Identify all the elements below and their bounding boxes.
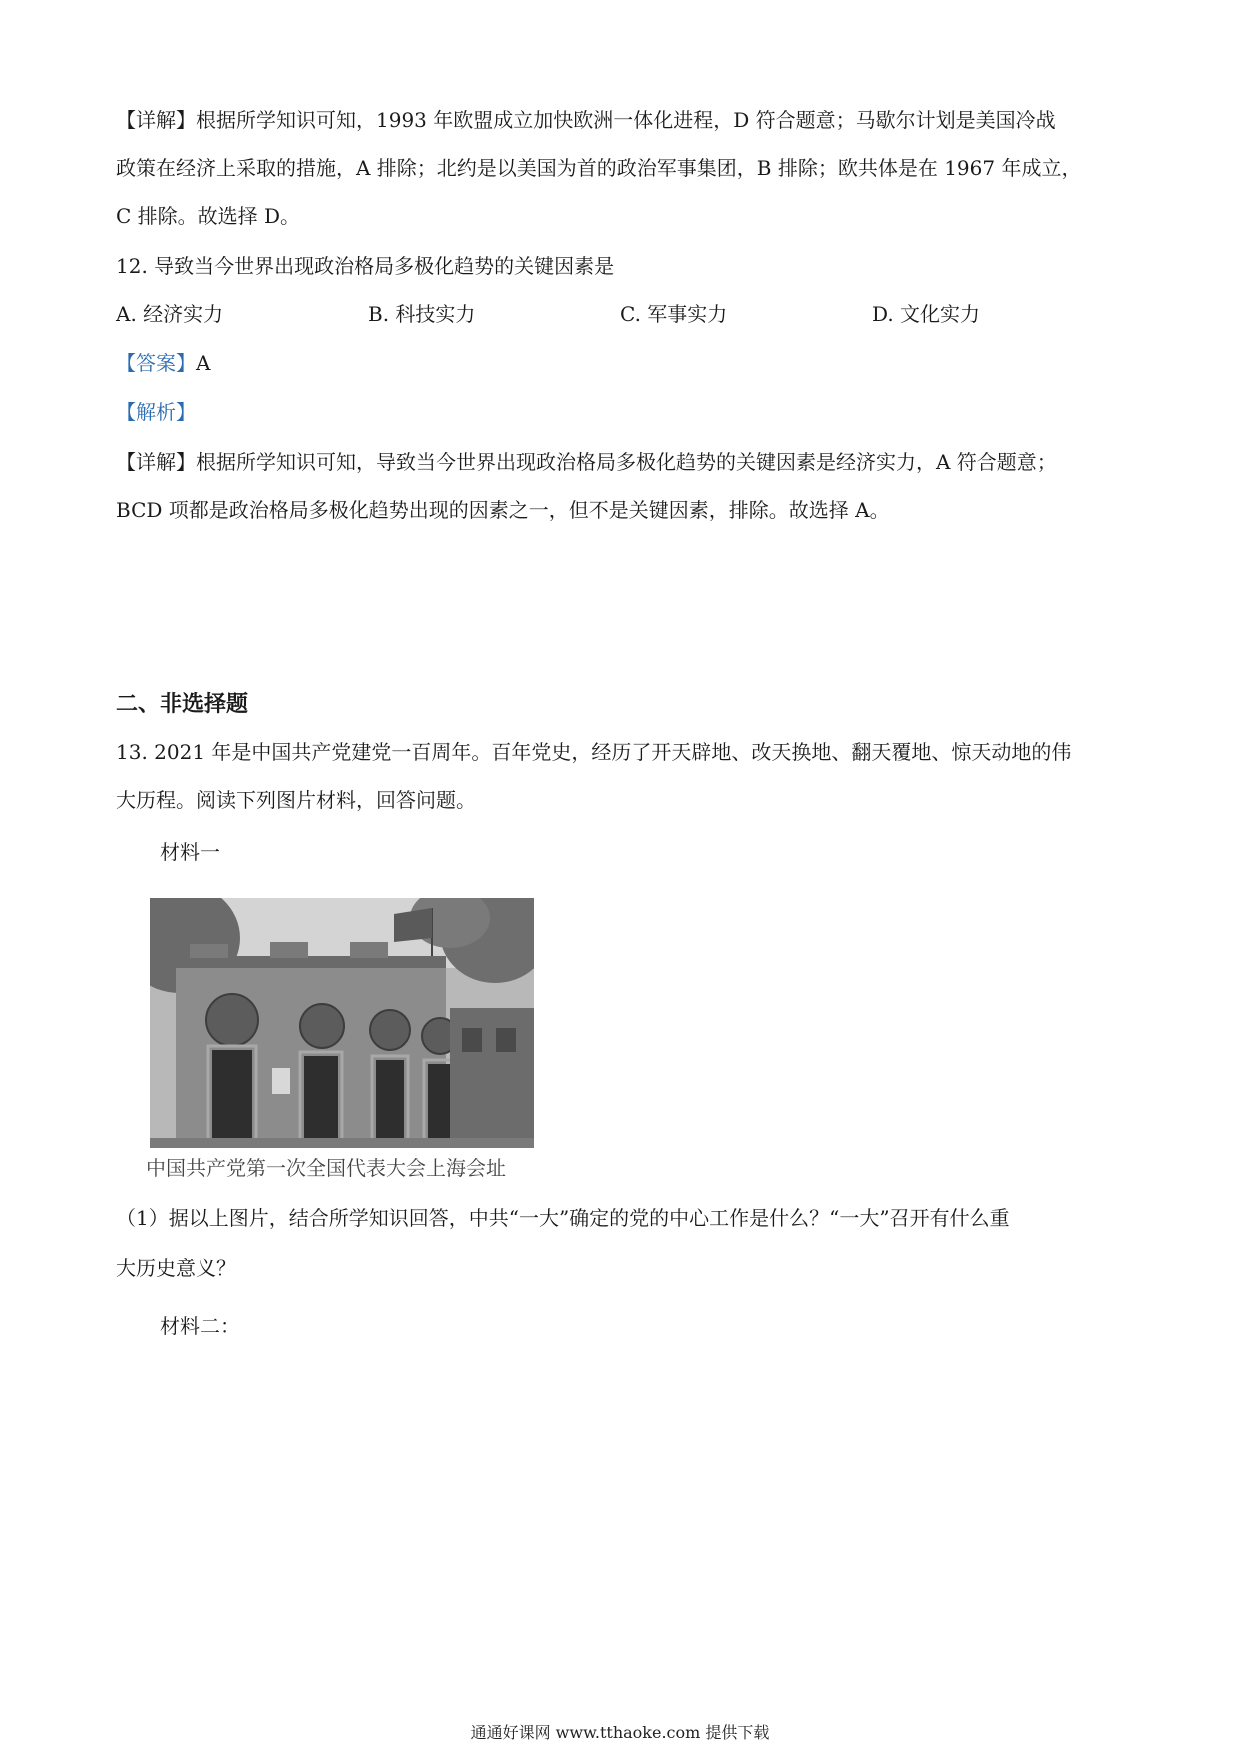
q11-detail-text-1: 根据所学知识可知，1993 年欧盟成立加快欧洲一体化进程，D 符合题意；马歇尔计划是美国冷战 (196, 108, 1056, 132)
q12-detail-line-1 (116, 448, 1131, 476)
q13-sub1-line-1: （1）据以上图片，结合所学知识回答，中共“一大”确定的党的中心工作是什么？“一大”召开有什么重 (116, 1206, 1010, 1230)
q12-detail-tag: 【详解】 (116, 450, 196, 474)
photo-caption: 中国共产党第一次全国代表大会上海会址 (146, 1156, 506, 1180)
q13-stem-line-1: 13. 2021 年是中国共产党建党一百周年。百年党史，经历了开天辟地、改天换地、翻天覆地、惊天动地的伟 (116, 740, 1072, 764)
q13-sub1-line-2: 大历史意义？ (116, 1256, 236, 1280)
q12-detail-line-2: BCD 项都是政治格局多极化趋势出现的因素之一，但不是关键因素，排除。故选择 A。 (116, 498, 890, 522)
q12-stem: 12. 导致当今世界出现政治格局多极化趋势的关键因素是 (116, 254, 615, 278)
section-title: 二、非选择题 (116, 692, 249, 717)
q11-detail-tag: 【详解】 (116, 108, 196, 132)
q12-analysis (116, 398, 1131, 426)
q11-detail-line-1 (116, 106, 1131, 134)
q12-option-b: B. 科技实力 (368, 302, 476, 326)
page-footer: 通通好课网 www.tthaoke.com 提供下载 (470, 1723, 770, 1742)
material-1-label: 材料一 (160, 840, 220, 864)
material-2-label: 材料二： (160, 1314, 240, 1338)
q12-option-d: D. 文化实力 (872, 302, 981, 326)
q12-option-c: C. 军事实力 (620, 302, 728, 326)
q12-option-a: A. 经济实力 (116, 302, 224, 326)
q12-answer (116, 349, 1131, 377)
answer-tag: 【答案】 (116, 351, 196, 375)
q11-detail-line-3: C 排除。故选择 D。 (116, 204, 301, 228)
historic-building-photo (150, 898, 534, 1148)
q11-detail-line-2: 政策在经济上采取的措施，A 排除；北约是以美国为首的政治军事集团，B 排除；欧共体是在 1967 年成立， (116, 156, 1082, 180)
analysis-tag: 【解析】 (116, 400, 196, 424)
q13-stem-line-2: 大历程。阅读下列图片材料，回答问题。 (116, 788, 476, 812)
answer-value: A (196, 351, 211, 375)
q12-detail-text-1: 根据所学知识可知，导致当今世界出现政治格局多极化趋势的关键因素是经济实力，A 符合题意； (196, 450, 1057, 474)
